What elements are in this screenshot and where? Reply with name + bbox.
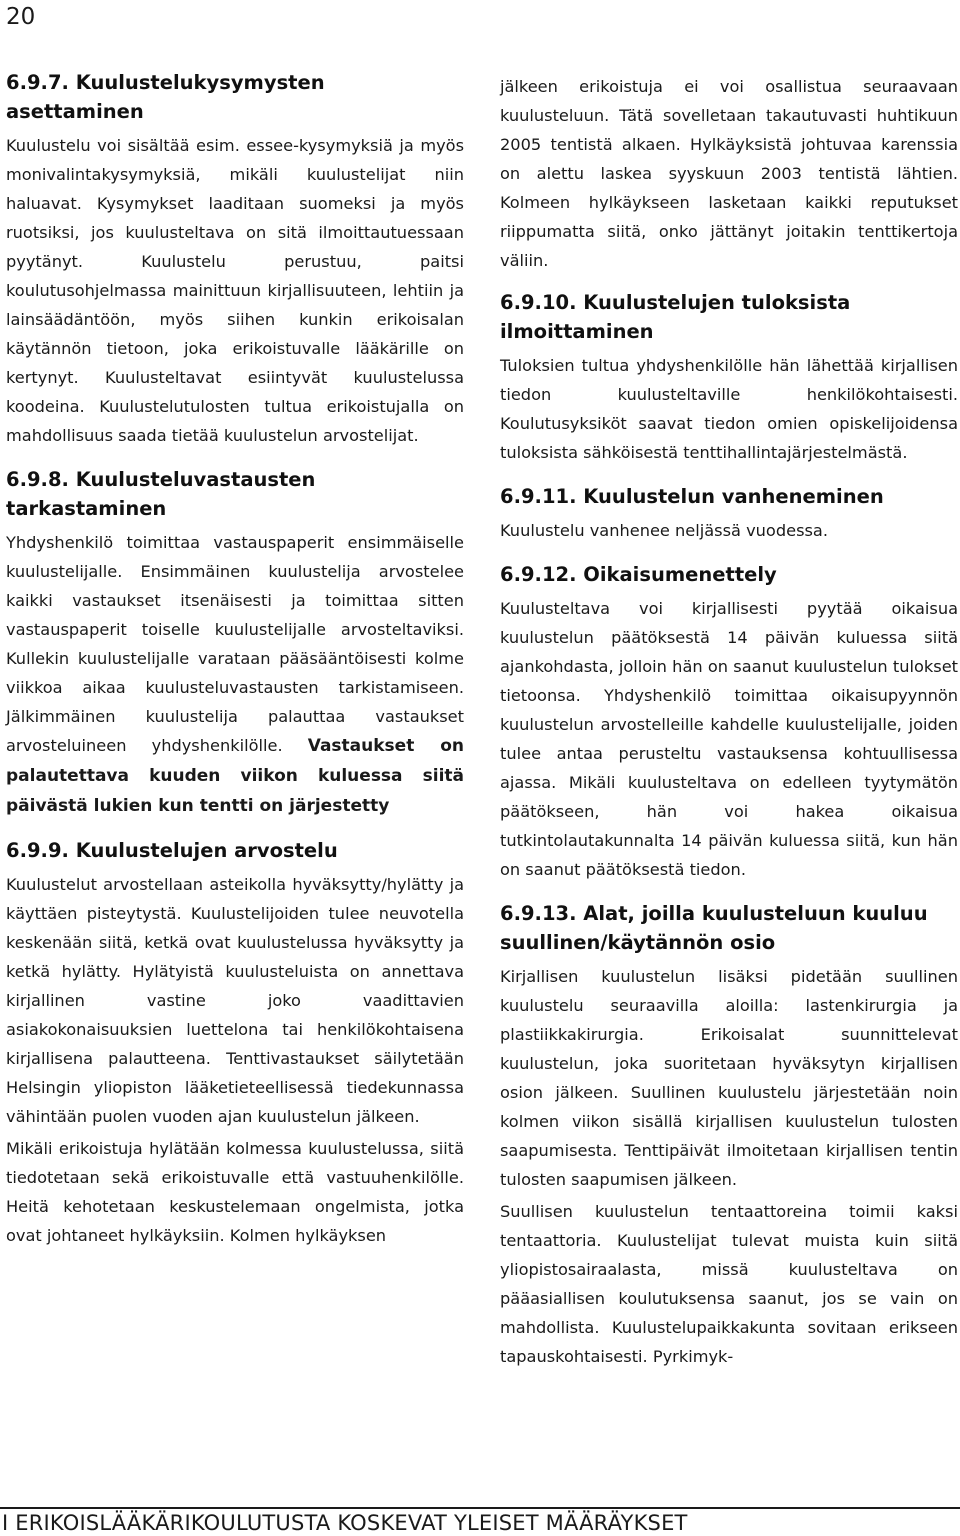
right-column: [500, 72, 958, 1386]
section-paragraph: [6, 528, 464, 821]
section-6-9-9: [6, 836, 464, 1250]
continuation-paragraph: jälkeen erikoistuja ei voi osallistua seuraavaan kuulusteluun. Tätä sovelletaan takautuvasti huhtikuun 2005 tentistä alkaen. Hylkäyksistä johtuvaa karenssia on alettu laskea syyskuun 2003 tentistä lähtien. Kolmeen hylkäykseen lasketaan kaikki reputukset riippumatta siitä, onko jättänyt joitakin tenttikertoja väliin.: [500, 77, 958, 270]
section-heading: 6.9.12. Oikaisumenettely: [500, 563, 777, 586]
section-paragraph: Tuloksien tultua yhdyshenkilölle hän lähettää kirjallisen tiedon kuulusteltaville henkilökohtaisesti. Koulutusyksiköt saavat tiedon omien opiskelijoidensa tuloksista sähköisestä tenttihallintajärjestelmästä.: [500, 356, 958, 462]
section-paragraph: Suullisen kuulustelun tentaattoreina toimii kaksi tentaattoria. Kuulustelijat tulevat muista kuin siitä yliopistosairaalasta, missä kuulusteltava on pääasiallisen koulutuksensa saanut, jos se vain on mahdollista. Kuulustelupaikkakunta sovitaan erikseen tapauskohtaisesti. Pyrkimyk-: [500, 1202, 958, 1366]
section-heading: 6.9.9. Kuulustelujen arvostelu: [6, 839, 338, 862]
section-6-9-11: [500, 482, 958, 545]
section-6-9-10: [500, 288, 958, 467]
section-6-9-8: [6, 465, 464, 821]
section-heading: 6.9.10. Kuulustelujen tuloksista ilmoittaminen: [500, 291, 851, 343]
paragraph-text: Yhdyshenkilö toimittaa vastauspaperit ensimmäiselle kuulustelijalle. Ensimmäinen kuulustelija arvostelee kaikki vastaukset itsenäisesti ja toimittaa sitten vastauspaperit toiselle kuulustelijalle arvosteltaviksi. Kullekin kuulustelijalle varataan pääsääntöisesti kolme viikkoa aikaa kuulusteluvastausten tarkistamiseen. Jälkimmäinen kuulustelija palauttaa vastaukset arvosteluineen yhdyshenkilölle.: [6, 533, 464, 755]
running-footer: I ERIKOISLÄÄKÄRIKOULUTUSTA KOSKEVAT YLEISET MÄÄRÄYKSET: [2, 1511, 688, 1535]
emphasized-deadline-text: Vastaukset on palautettava kuuden viikon kuluessa siitä päivästä lukien kun tentti on järjestetty: [6, 736, 464, 816]
section-6-9-12: [500, 560, 958, 884]
section-6-9-13: [500, 899, 958, 1371]
section-paragraph: Kuulustelu voi sisältää esim. essee-kysymyksiä ja myös monivalintakysymyksiä, mikäli kuulustelijat niin haluavat. Kysymykset laaditaan suomeksi ja myös ruotsiksi, jos kuulusteltava on sitä ilmoittautuessaan pyytänyt. Kuulustelu perustuu, paitsi koulutusohjelmassa mainittuun kirjallisuuteen, lehtiin ja lainsäädäntöön, myös siihen kunkin erikoisalan käytännön tietoon, joka erikoistuvalle lääkärille on kertynyt. Kuulusteltavat esiintyvät kuulustelussa koodeina. Kuulustelutulosten tultua erikoistujalla on mahdollisuus saada tietää kuulustelun arvostelijat.: [6, 136, 464, 445]
left-column: [6, 68, 464, 1265]
section-paragraph: Mikäli erikoistuja hylätään kolmessa kuulustelussa, siitä tiedotetaan sekä erikoistuvalle että vastuuhenkilölle. Heitä kehotetaan keskustelemaan ongelmista, jotka ovat johtaneet hylkäyksiin. Kolmen hylkäyksen: [6, 1139, 464, 1245]
page-number: 20: [6, 4, 36, 30]
section-heading: 6.9.13. Alat, joilla kuulusteluun kuuluu suullinen/käytännön osio: [500, 902, 928, 954]
section-heading: 6.9.7. Kuulustelukysymysten asettaminen: [6, 71, 325, 123]
section-paragraph: Kuulusteltava voi kirjallisesti pyytää oikaisua kuulustelun päätöksestä 14 päivän kuluessa siitä ajankohdasta, jolloin hän on saanut kuulustelun tulokset tietoonsa. Yhdyshenkilö toimittaa oikaisupyynnön kuulustelun arvostelleille kahdelle kuulustelijalle, joiden tulee antaa perusteltu vastauksensa kohtuullisessa ajassa. Mikäli kuulusteltava on edelleen tyytymätön päätökseen, hän voi hakea oikaisua tutkintolautakunnalta 14 päivän kuluessa siitä, kun hän on saanut päätöksestä tiedon.: [500, 599, 958, 879]
section-heading: 6.9.11. Kuulustelun vanheneminen: [500, 485, 884, 508]
footer-divider: [0, 1507, 960, 1509]
section-paragraph: Kuulustelut arvostellaan asteikolla hyväksytty/hylätty ja käyttäen pisteytystä. Kuulustelijoiden tulee neuvotella keskenään siitä, ketkä ovat kuulustelussa hyväksytty ja ketkä hylätty. Hylätyistä kuulusteluista on annettava kirjallinen vastine joko vaadittavien asiakokonaisuuksien luettelona tai henkilökohtaisena kirjallisena palautteena. Tenttivastaukset säilytetään Helsingin yliopiston lääketieteellisessä tiedekunnassa vähintään puolen vuoden ajan kuulustelun jälkeen.: [6, 875, 464, 1126]
section-paragraph: Kirjallisen kuulustelun lisäksi pidetään suullinen kuulustelu seuraavilla aloilla: lastenkirurgia ja plastiikkakirurgia. Erikoisalat suunnittelevat kuulustelun, joka suoritetaan hyväksytyn kirjallisen osion jälkeen. Suullinen kuulustelu järjestetään noin kolmen viikon sisällä kirjallisen kuulustelun tulosten saapumisesta. Tenttipäivät ilmoitetaan kirjallisen tentin tulosten saapumisen jälkeen.: [500, 967, 958, 1189]
section-paragraph: Kuulustelu vanhenee neljässä vuodessa.: [500, 521, 829, 540]
section-heading: 6.9.8. Kuulusteluvastausten tarkastaminen: [6, 468, 316, 520]
section-6-9-7: [6, 68, 464, 450]
